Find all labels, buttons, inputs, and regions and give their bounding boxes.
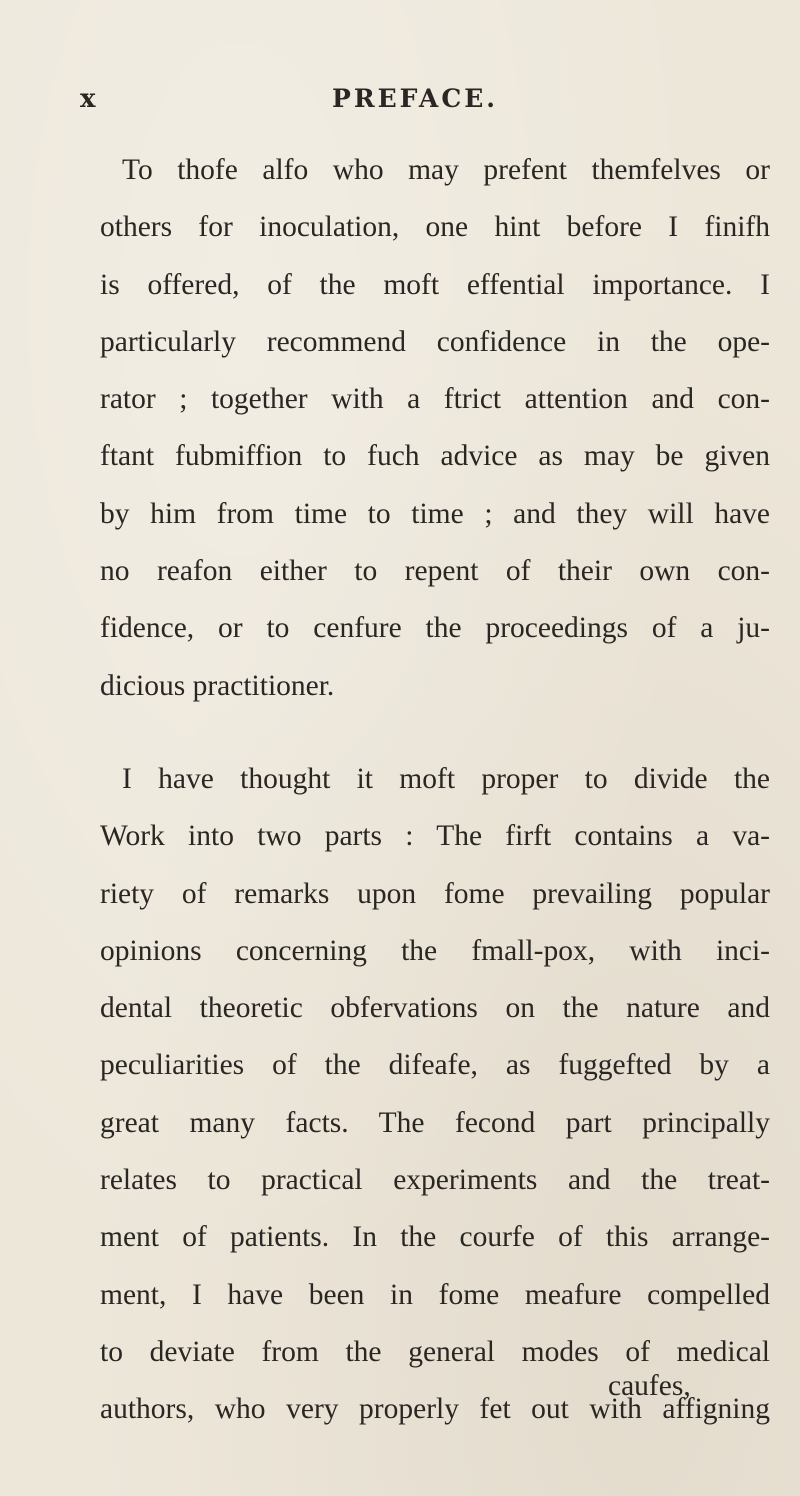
text-line: authors, who very properly fet out with affigning	[100, 1393, 770, 1426]
text-line: ftant fubmiffion to fuch advice as may be given	[100, 440, 770, 473]
text-line: opinions concerning the fmall-pox, with inci-	[100, 934, 770, 967]
text-line: riety of remarks upon fome prevailing popular	[100, 877, 770, 910]
catchword: caufes,	[608, 1370, 691, 1402]
page-number: x	[80, 84, 97, 114]
running-title: PREFACE.	[332, 84, 498, 113]
running-head	[0, 84, 800, 118]
text-line: relates to practical experiments and the treat-	[100, 1164, 770, 1197]
text-line: fidence, or to cenfure the proceedings of a ju-	[100, 612, 770, 645]
paragraph-gap	[100, 715, 770, 751]
text-line: Work into two parts : The firft contains a va-	[100, 820, 770, 853]
text-line: I have thought it moft proper to divide the	[122, 762, 770, 795]
text-line: ment of patients. In the courfe of this arrange-	[100, 1221, 770, 1254]
text-line: others for inoculation, one hint before I finifh	[100, 211, 770, 244]
text-line: To thofe alfo who may prefent themfelves or	[122, 154, 770, 186]
text-line: is offered, of the moft effential importance. I	[100, 268, 770, 301]
text-line: dicious practitioner.	[100, 669, 335, 702]
text-line: no reafon either to repent of their own con-	[100, 555, 770, 588]
text-line: peculiarities of the difeafe, as fuggefted by a	[100, 1049, 770, 1082]
body-text	[100, 142, 770, 1439]
text-line: dental theoretic obfervations on the nature and	[100, 992, 770, 1025]
text-line: by him from time to time ; and they will have	[100, 497, 770, 530]
text-line: great many facts. The fecond part principally	[100, 1106, 770, 1139]
text-line: rator ; together with a ftrict attention and con-	[100, 383, 770, 416]
text-line: particularly recommend confidence in the ope-	[100, 325, 770, 358]
text-line: ment, I have been in fome meafure compelled	[100, 1278, 770, 1311]
text-line: to deviate from the general modes of medical	[100, 1335, 770, 1368]
